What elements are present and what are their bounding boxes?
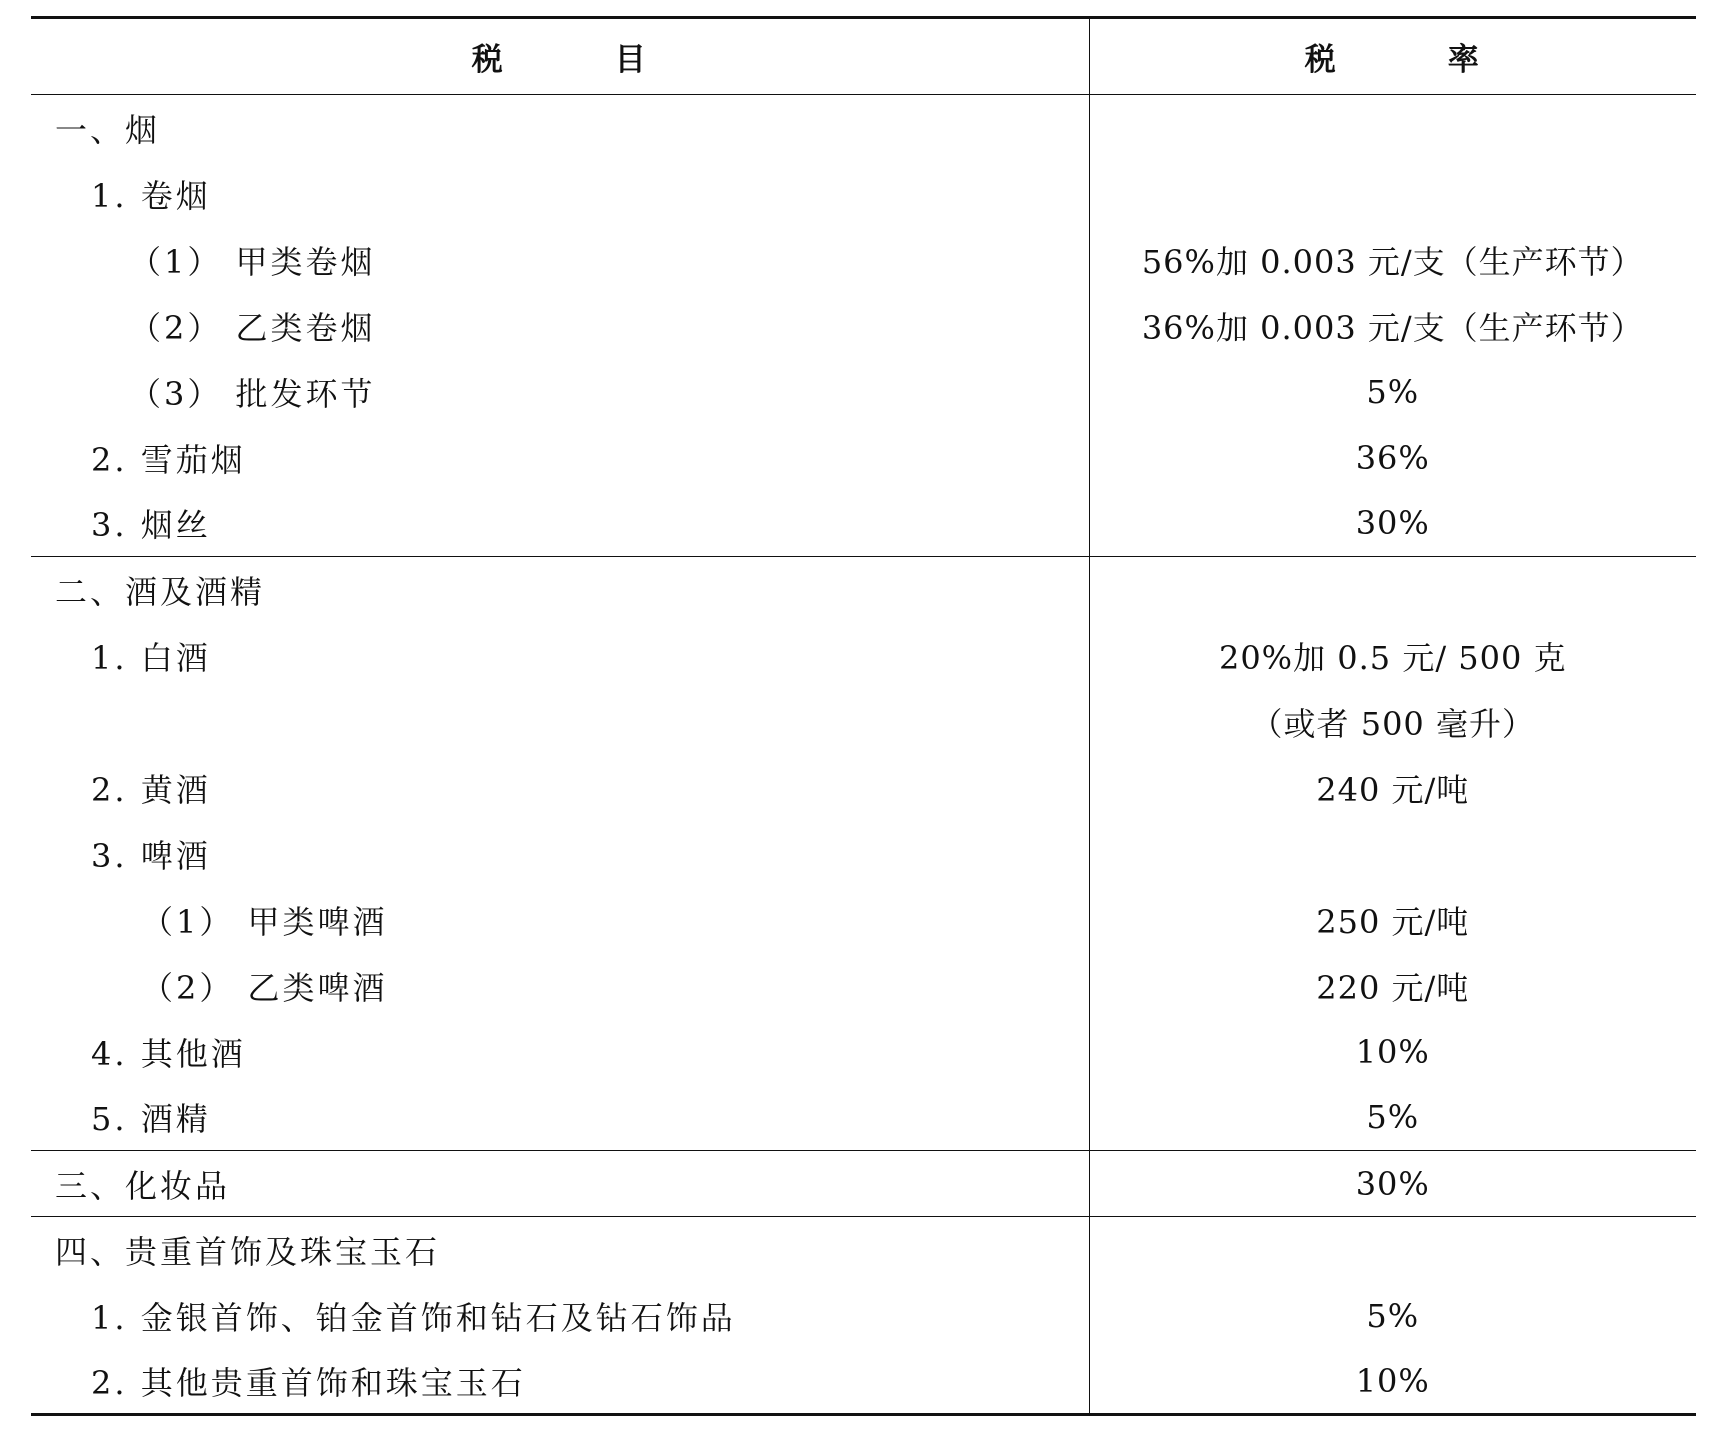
tax-rate-cell (1089, 293, 1696, 359)
tax-item-label: （2） 乙类卷烟 (129, 308, 376, 347)
tax-item-cell (31, 557, 1089, 623)
tax-rate-value: 10% (1355, 1032, 1430, 1071)
tax-item-label: 1. 金银首饰、铂金首饰和钻石及钻石饰品 (91, 1298, 736, 1337)
tax-rate-value: 36%加 0.003 元/支（生产环节） (1141, 308, 1644, 347)
tax-item-label: 三、化妆品 (55, 1166, 231, 1205)
tax-rate-value: （或者 500 毫升） (1250, 704, 1535, 743)
tax-rate-value: 36% (1355, 438, 1430, 477)
tax-rate-cell (1089, 1019, 1696, 1085)
table-row (31, 1019, 1696, 1085)
table-row (31, 1151, 1696, 1217)
header-row (31, 18, 1696, 95)
tax-rate-cell (1089, 557, 1696, 623)
header-tax-item (31, 18, 1089, 95)
table-row (31, 293, 1696, 359)
tax-item-label: （1） 甲类啤酒 (141, 902, 388, 941)
tax-item-cell (31, 359, 1089, 425)
tax-rate-cell (1089, 1151, 1696, 1217)
tax-item-label: 4. 其他酒 (91, 1034, 246, 1073)
tax-rate-value: 56%加 0.003 元/支（生产环节） (1141, 242, 1644, 281)
header-tax-item-char-2: 目 (614, 42, 648, 78)
tax-rate-value: 10% (1355, 1361, 1430, 1400)
tax-rate-value: 240 元/吨 (1316, 770, 1470, 809)
tax-item-cell (31, 1217, 1089, 1283)
tax-item-label: 2. 雪茄烟 (91, 440, 246, 479)
table-row (31, 1283, 1696, 1349)
tax-item-cell (31, 887, 1089, 953)
tax-item-cell (31, 1019, 1089, 1085)
tax-item-cell (31, 623, 1089, 689)
tax-item-cell (31, 1349, 1089, 1415)
tax-rate-cell (1089, 425, 1696, 491)
header-tax-item-char-1: 税 (471, 42, 505, 78)
table-header (31, 18, 1696, 95)
tax-rate-table (31, 16, 1696, 1416)
tax-item-cell (31, 293, 1089, 359)
table-row (31, 227, 1696, 293)
tax-rate-cell (1089, 623, 1696, 689)
tax-item-cell (31, 953, 1089, 1019)
tax-item-cell (31, 1151, 1089, 1217)
tax-item-label: （3） 批发环节 (129, 374, 376, 413)
tax-rate-cell (1089, 1217, 1696, 1283)
tax-item-label: 3. 啤酒 (91, 836, 211, 875)
table-row (31, 953, 1696, 1019)
tax-rate-value: 5% (1366, 372, 1420, 411)
table-row (31, 1217, 1696, 1283)
tax-rate-value: 220 元/吨 (1316, 968, 1470, 1007)
table-row (31, 821, 1696, 887)
table-row (31, 1085, 1696, 1151)
tax-item-cell (31, 95, 1089, 161)
table-row (31, 161, 1696, 227)
tax-rate-value: 5% (1366, 1296, 1420, 1335)
tax-item-label: 5. 酒精 (91, 1100, 211, 1139)
tax-rate-value: 250 元/吨 (1316, 902, 1470, 941)
tax-rate-cell (1089, 161, 1696, 227)
tax-rate-cell (1089, 1085, 1696, 1151)
tax-item-cell (31, 755, 1089, 821)
table-row (31, 425, 1696, 491)
tax-rate-cell (1089, 953, 1696, 1019)
tax-rate-value: 30% (1355, 1164, 1430, 1203)
tax-rate-cell (1089, 755, 1696, 821)
table-body (31, 95, 1696, 1415)
tax-rate-value: 30% (1355, 504, 1430, 543)
tax-item-cell (31, 689, 1089, 755)
tax-rate-value: 5% (1366, 1098, 1420, 1137)
tax-item-cell (31, 1085, 1089, 1151)
table-row (31, 359, 1696, 425)
table-row (31, 623, 1696, 689)
tax-item-label: 四、贵重首饰及珠宝玉石 (55, 1232, 441, 1271)
tax-rate-cell (1089, 227, 1696, 293)
table-row (31, 887, 1696, 953)
tax-item-label: 一、烟 (55, 110, 161, 149)
tax-item-label: （2） 乙类啤酒 (141, 968, 388, 1007)
tax-item-label: 2. 其他贵重首饰和珠宝玉石 (91, 1363, 526, 1402)
table-row (31, 557, 1696, 623)
tax-rate-cell (1089, 1283, 1696, 1349)
tax-item-label: 1. 卷烟 (91, 176, 211, 215)
table-row (31, 755, 1696, 821)
tax-rate-cell (1089, 95, 1696, 161)
tax-item-cell (31, 1283, 1089, 1349)
table-row (31, 95, 1696, 161)
tax-rate-cell (1089, 887, 1696, 953)
tax-item-cell (31, 161, 1089, 227)
tax-rate-cell (1089, 359, 1696, 425)
tax-item-cell (31, 491, 1089, 557)
tax-rate-cell (1089, 821, 1696, 887)
tax-item-label: （1） 甲类卷烟 (129, 242, 376, 281)
tax-rate-cell (1089, 1349, 1696, 1415)
tax-rate-cell (1089, 491, 1696, 557)
tax-item-label: 3. 烟丝 (91, 506, 211, 545)
tax-item-cell (31, 821, 1089, 887)
table-row (31, 689, 1696, 755)
header-tax-rate-char-2: 率 (1447, 42, 1481, 78)
tax-item-cell (31, 425, 1089, 491)
table-row (31, 1349, 1696, 1415)
tax-item-cell (31, 227, 1089, 293)
tax-rate-value: 20%加 0.5 元/ 500 克 (1218, 638, 1567, 677)
tax-item-label: 二、酒及酒精 (55, 572, 266, 611)
table-row (31, 491, 1696, 557)
header-tax-rate (1089, 18, 1696, 95)
tax-item-label: 2. 黄酒 (91, 770, 211, 809)
tax-item-label: 1. 白酒 (91, 638, 211, 677)
tax-rate-cell (1089, 689, 1696, 755)
header-tax-rate-char-1: 税 (1304, 42, 1338, 78)
